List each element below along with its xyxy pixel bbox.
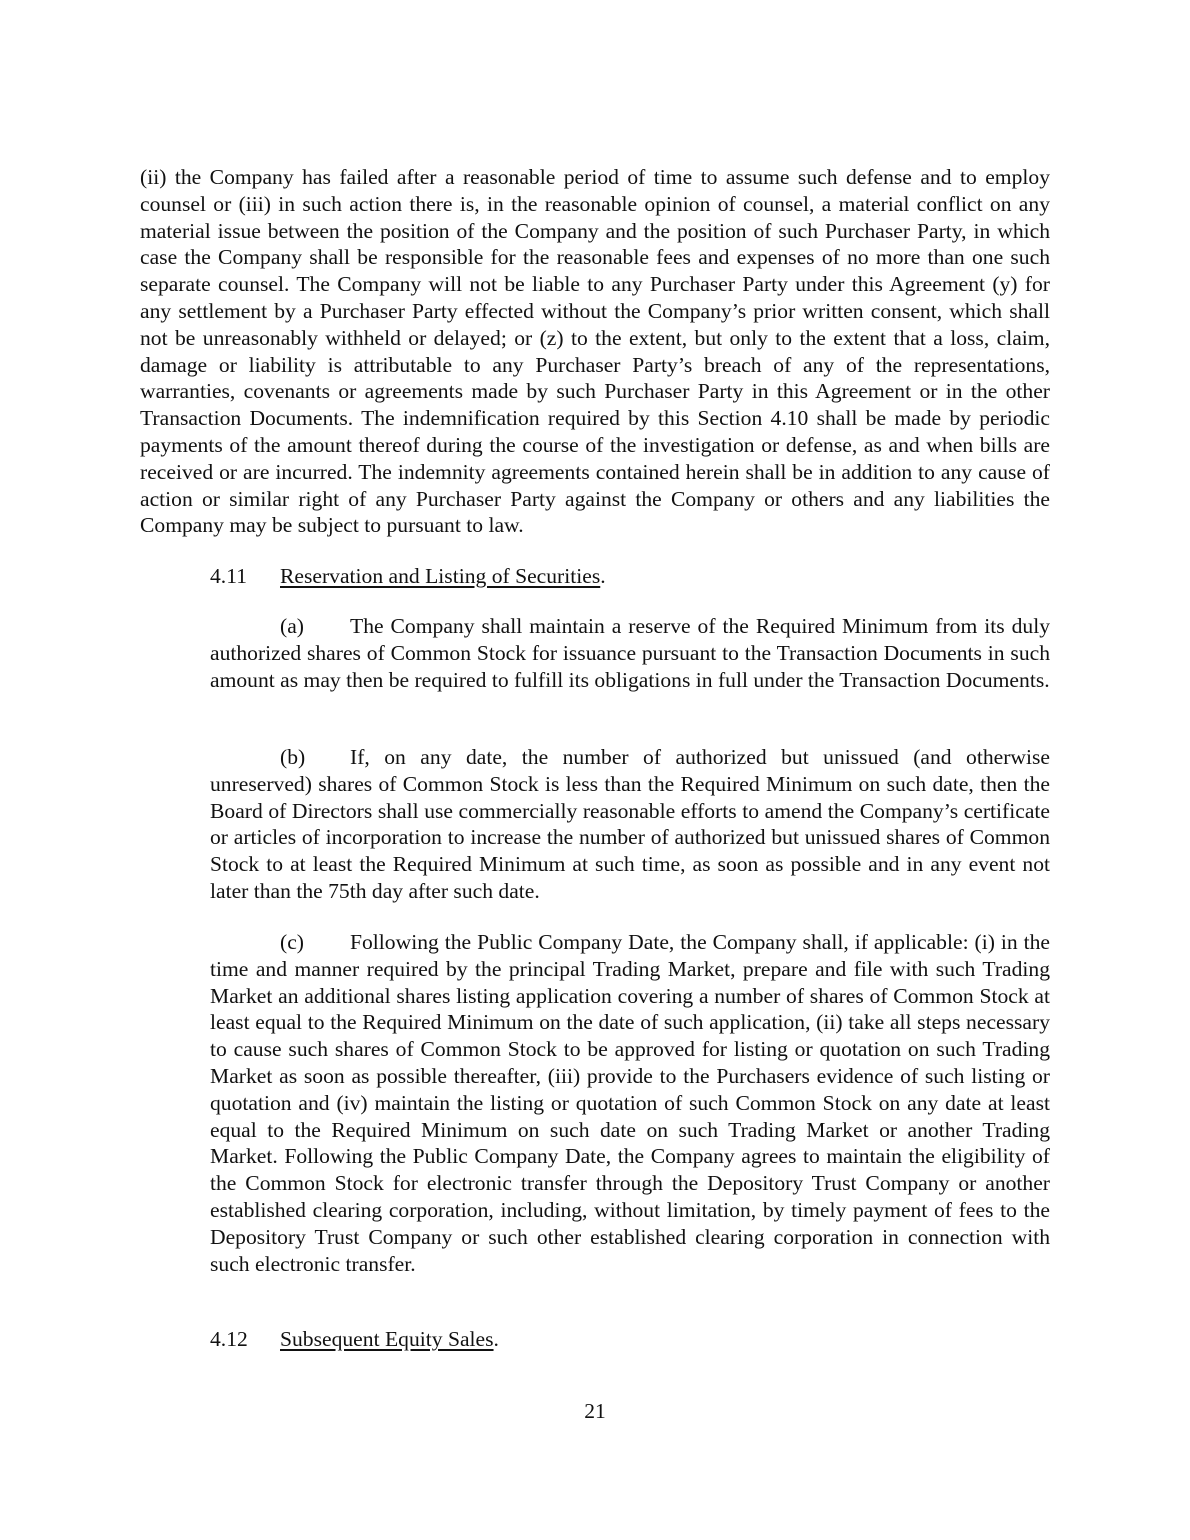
subsection-text: The Company shall maintain a reserve of the Required Minimum from its duly authorized shares of Common Stock for issuance pursuant to the Transaction Documents in such amount as may then be required to fulfill its obligations in full under the Transaction Documents. bbox=[210, 614, 1050, 692]
section-title: Reservation and Listing of Securities bbox=[280, 564, 601, 588]
subsection-a bbox=[210, 613, 1050, 693]
subsection-text: If, on any date, the number of authorized but unissued (and otherwise unreserved) shares of Common Stock is less than the Required Minimum on such date, then the Board of Directors shall use commercially reasonable efforts to amend the Company’s certificate or articles of incorporation to increase the number of authorized but unissued shares of Common Stock to at least the Required Minimum at such time, as soon as possible and in any event not later than the 75th day after such date. bbox=[210, 745, 1050, 903]
section-title-suffix: . bbox=[493, 1327, 499, 1351]
section-title: Subsequent Equity Sales bbox=[280, 1327, 494, 1351]
subsection-label: (c) bbox=[280, 930, 304, 954]
page-number: 21 bbox=[584, 1399, 606, 1423]
continuation-paragraph: (ii) the Company has failed after a reasonable period of time to assume such defense and to employ counsel or (iii) in such action there is, in the reasonable opinion of counsel, a material conflict on any material issue between the position of the Company and the position of such Purchaser Party, in which case the Company shall be responsible for the reasonable fees and expenses of no more than one such separate counsel. The Company will not be liable to any Purchaser Party under this Agreement (y) for any settlement by a Purchaser Party effected without the Company’s prior written consent, which shall not be unreasonably withheld or delayed; or (z) to the extent, but only to the extent that a loss, claim, damage or liability is attributable to any Purchaser Party’s breach of any of the representations, warranties, covenants or agreements made by such Purchaser Party in this Agreement or in the other Transaction Documents. The indemnification required by this Section 4.10 shall be made by periodic payments of the amount thereof during the course of the investigation or defense, as and when bills are received or are incurred. The indemnity agreements contained herein shall be in addition to any cause of action or similar right of any Purchaser Party against the Company or others and any liabilities the Company may be subject to pursuant to law. bbox=[140, 165, 1050, 538]
subsection-label: (a) bbox=[280, 614, 304, 638]
subsection-text: Following the Public Company Date, the Company shall, if applicable: (i) in the time and manner required by the principal Trading Market, prepare and file with such Trading Market an additional shares listing application covering a number of shares of Common Stock at least equal to the Required Minimum on the date of such application, (ii) take all steps necessary to cause such shares of Common Stock to be approved for listing or quotation on such Trading Market as soon as possible thereafter, (iii) provide to the Purchasers evidence of such listing or quotation and (iv) maintain the listing or quotation of such Common Stock on any date at least equal to the Required Minimum on such date on such Trading Market or another Trading Market. Following the Public Company Date, the Company agrees to maintain the eligibility of the Common Stock for electronic transfer through the Depository Trust Company or another established clearing corporation, including, without limitation, by timely payment of fees to the Depository Trust Company or such other established clearing corporation in connection with such electronic transfer. bbox=[210, 930, 1050, 1276]
subsection-b bbox=[210, 744, 1050, 905]
section-heading-4-12 bbox=[210, 1326, 499, 1353]
section-heading-4-11 bbox=[210, 563, 606, 590]
section-number: 4.11 bbox=[210, 564, 247, 588]
section-title-suffix: . bbox=[600, 564, 606, 588]
subsection-label: (b) bbox=[280, 745, 306, 769]
section-number: 4.12 bbox=[210, 1327, 248, 1351]
subsection-c bbox=[210, 929, 1050, 1277]
